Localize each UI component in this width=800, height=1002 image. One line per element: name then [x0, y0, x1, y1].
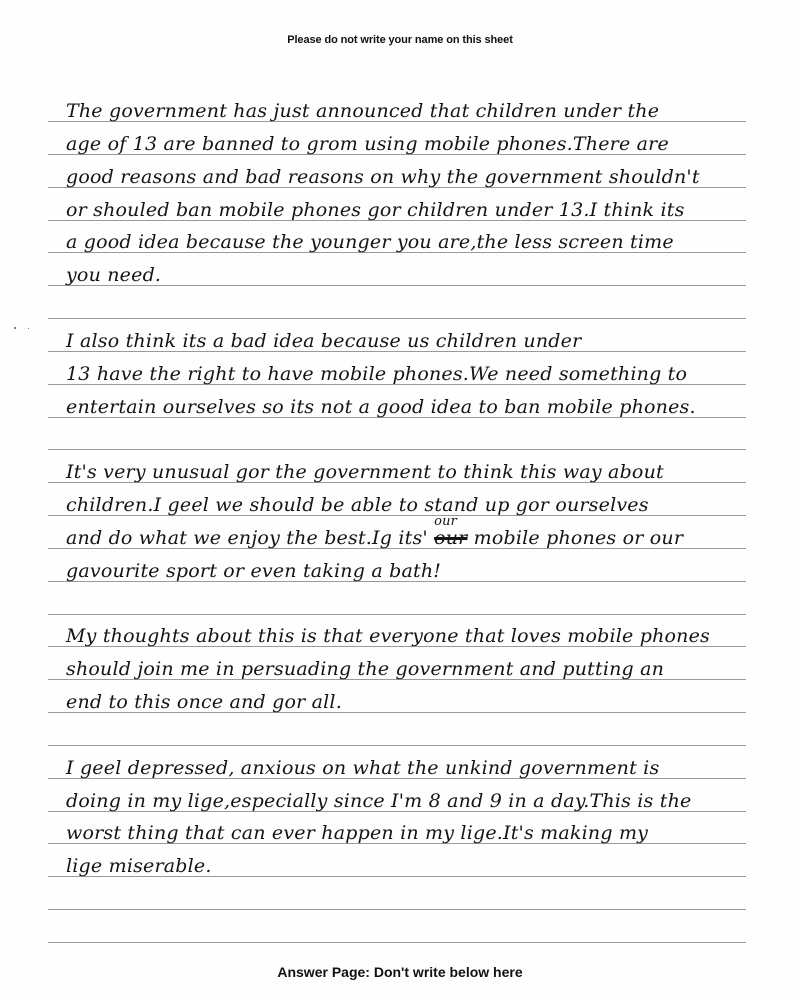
- ruled-line: [48, 449, 746, 450]
- handwritten-line: I geel depressed, anxious on what the unkind government is: [66, 757, 660, 779]
- handwritten-line: It's very unusual gor the government to think this way about: [66, 461, 664, 483]
- handwritten-line: you need.: [66, 264, 162, 286]
- handwritten-line: worst thing that can ever happen in my lige.It's making my: [66, 822, 649, 844]
- ruled-line: [48, 318, 746, 319]
- handwritten-line: gavourite sport or even taking a bath!: [66, 560, 442, 582]
- header-instruction: Please do not write your name on this sheet: [287, 34, 513, 46]
- ruled-line: [48, 909, 746, 910]
- handwritten-line: end to this once and gor all.: [66, 691, 342, 713]
- handwritten-line: doing in my lige,especially since I'm 8 and 9 in a day.This is the: [66, 790, 692, 812]
- handwritten-line: The government has just announced that children under the: [66, 100, 660, 122]
- handwritten-line: or shouled ban mobile phones gor children under 13.I think its: [66, 199, 685, 221]
- handwritten-line: children.I geel we should be able to stand up gor ourselves: [66, 494, 649, 516]
- inserted-correction: our: [434, 514, 458, 529]
- crossed-out-word: our: [434, 527, 468, 549]
- scan-speck: [28, 328, 29, 329]
- handwritten-line: good reasons and bad reasons on why the government shouldn't: [66, 166, 700, 188]
- handwritten-line: should join me in persuading the government and putting an: [66, 658, 665, 680]
- handwritten-line: 13 have the right to have mobile phones.We need something to: [66, 363, 688, 385]
- handwritten-line: age of 13 are banned to grom using mobile phones.There are: [66, 133, 669, 155]
- handwritten-line: lige miserable.: [66, 855, 212, 877]
- scan-speck: [14, 327, 16, 329]
- ruled-line: [48, 614, 746, 615]
- handwritten-line: I also think its a bad idea because us children under: [66, 330, 582, 352]
- handwritten-line: a good idea because the younger you are,the less screen time: [66, 231, 674, 253]
- footer-instruction: Answer Page: Don't write below here: [277, 964, 523, 980]
- handwritten-line: entertain ourselves so its not a good idea to ban mobile phones.: [66, 396, 696, 418]
- ruled-line: [48, 942, 746, 943]
- ruled-line: [48, 745, 746, 746]
- handwritten-line: and do what we enjoy the best.Ig its' our our mobile phones or our: [66, 523, 756, 553]
- handwritten-line: My thoughts about this is that everyone that loves mobile phones: [66, 625, 711, 647]
